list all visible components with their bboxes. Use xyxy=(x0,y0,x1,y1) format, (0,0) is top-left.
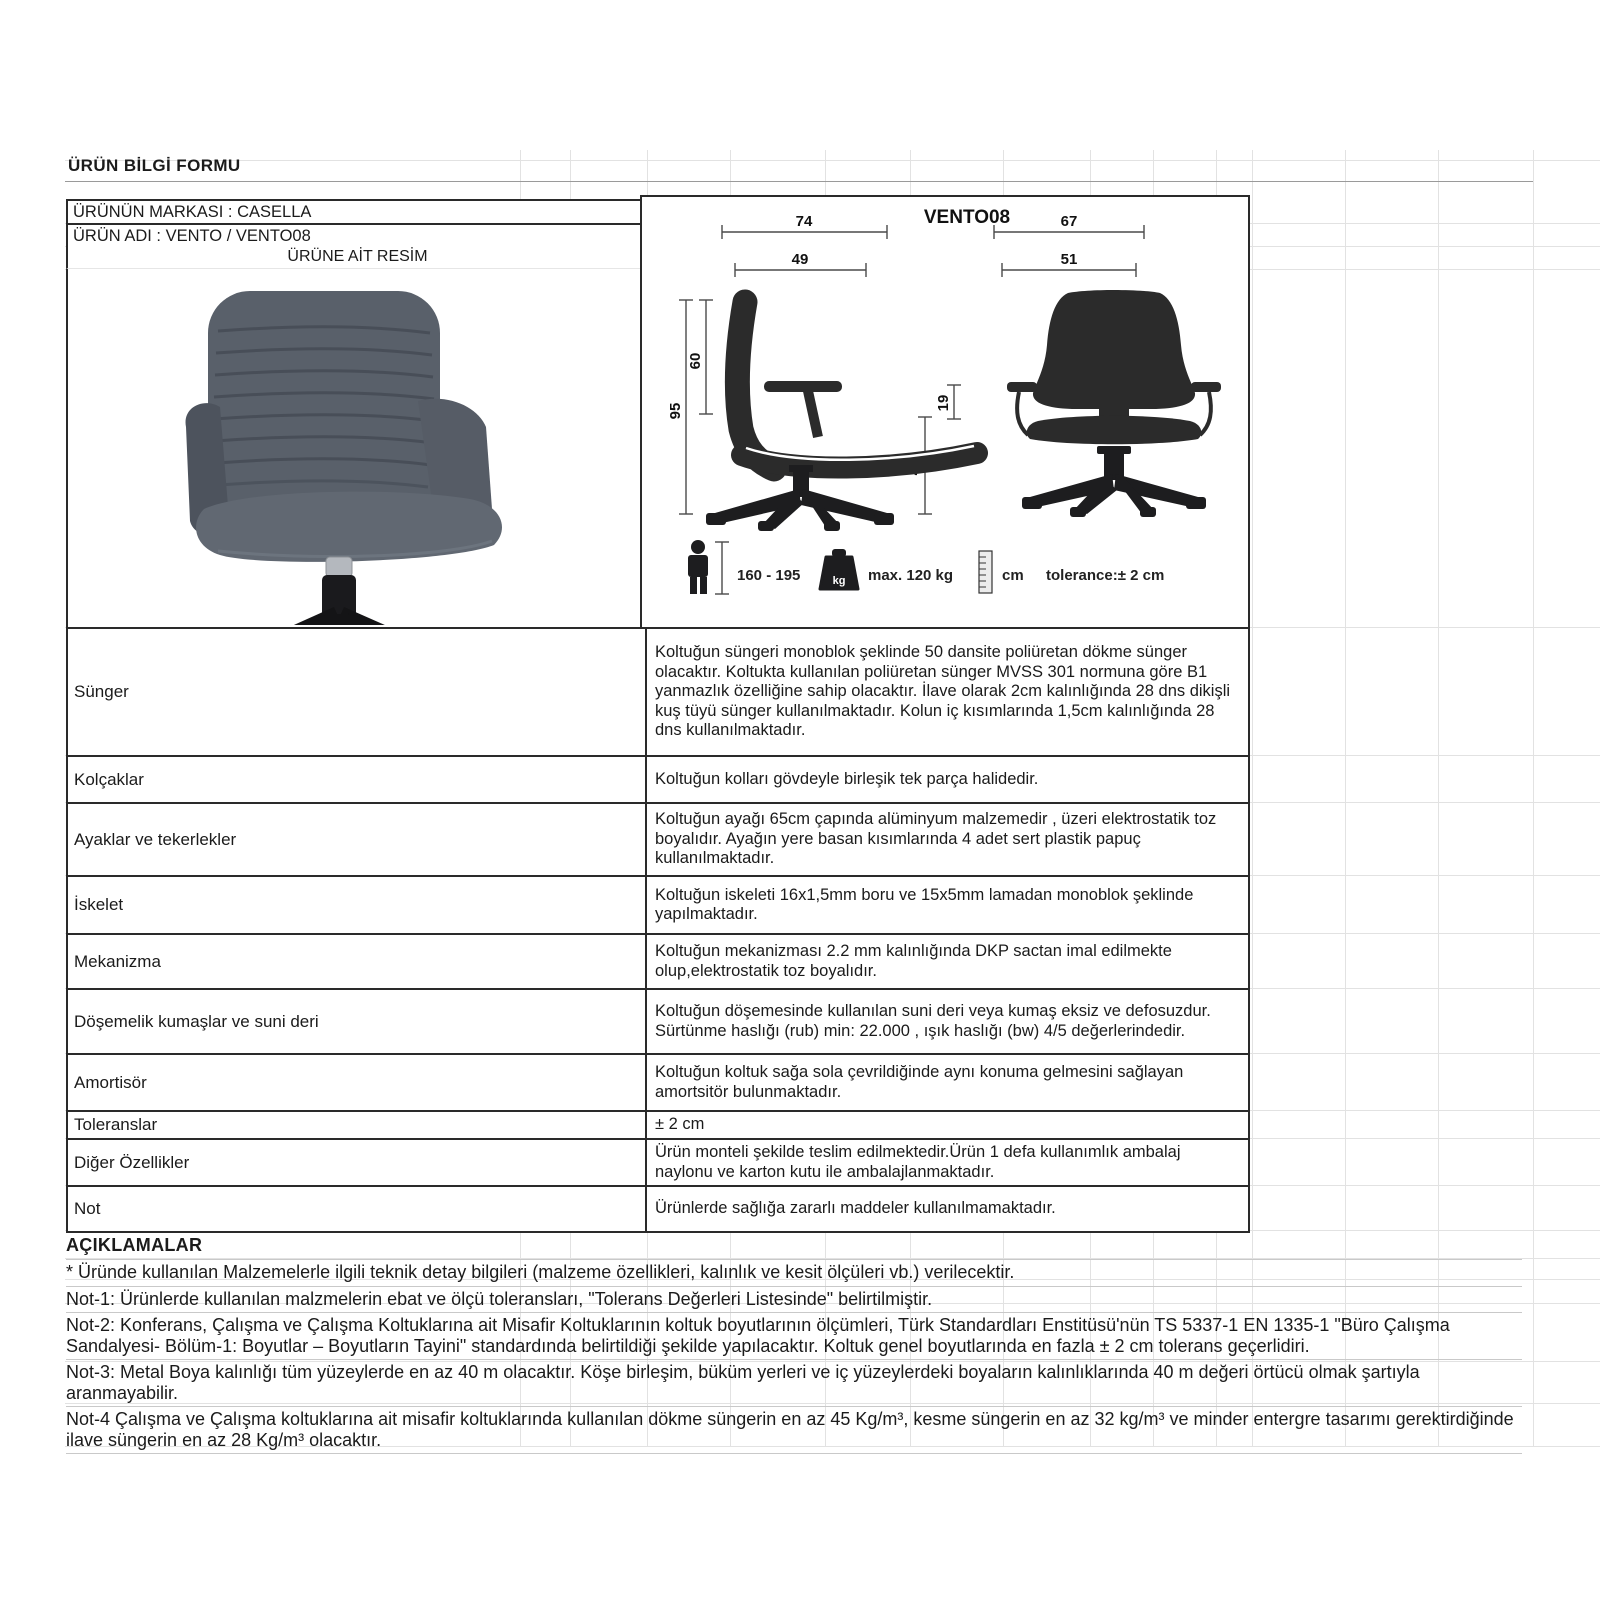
title-underline xyxy=(65,181,1533,182)
note-asterisk: * Üründe kullanılan Malzemelerle ilgili teknik detay bilgileri (malzeme özellikleri, kalınlık ve kesit ölçüleri vb.) verilecektir. xyxy=(66,1260,1522,1287)
spec-label-dosemelik: Döşemelik kumaşlar ve suni deri xyxy=(68,990,647,1053)
spec-label-amortisor: Amortisör xyxy=(68,1055,647,1110)
spec-desc-not: Ürünlerde sağlığa zararlı maddeler kullanılmamaktadır. xyxy=(655,1199,1056,1218)
max-weight-label: max. 120 kg xyxy=(868,567,954,584)
chair-front-view xyxy=(1007,290,1221,517)
spec-table xyxy=(66,627,1250,1233)
drawing-model-label: VENTO08 xyxy=(923,207,1011,228)
spec-desc-iskelet: Koltuğun iskeleti 16x1,5mm boru ve 15x5mm lamadan monoblok şeklinde yapılmaktadır. xyxy=(655,885,1194,923)
table-row xyxy=(68,990,1248,1055)
table-row xyxy=(68,757,1248,804)
weight-icon xyxy=(820,549,858,589)
product-photo-cell xyxy=(66,269,649,627)
dim-side-overall-width: 74 xyxy=(795,213,813,230)
dim-front-overall-width: 67 xyxy=(1060,213,1078,230)
spec-label-iskelet: İskelet xyxy=(68,877,647,933)
person-height-line xyxy=(715,542,729,594)
technical-drawing xyxy=(642,197,1248,627)
spec-label-kolcaklar: Kolçaklar xyxy=(68,757,647,802)
spec-desc-dosemelik: Koltuğun döşemesinde kullanılan suni deri veya kumaş eksiz ve defosuzdur. Sürtünme haslığı (rub) min: 22.000 , ışık haslığı (bw) 4/5 değerlerindedir. xyxy=(655,1002,1211,1040)
dim-side-seat-depth: 49 xyxy=(791,251,809,268)
spec-label-sunger: Sünger xyxy=(68,629,647,755)
note-4: Not-4 Çalışma ve Çalışma koltuklarına ait misafir koltuklarında kullanılan dökme süngerin en az 45 Kg/m³, kesme süngerin en az 32 kg/m³ ve minder entergre tasarımı gerektirdiğinde ilave süngerin en az 28 Kg/m³ olacaktır. xyxy=(66,1407,1522,1454)
table-row xyxy=(68,935,1248,990)
notes-section xyxy=(66,1233,1522,1454)
note-2: Not-2: Konferans, Çalışma ve Çalışma Koltuklarına ait Misafir Koltuklarının koltuk boyutlarının ölçümleri, Türk Standardları Enstitüsü'nün TS 5337-1 EN 1335-1 "Büro Çalışma Sandalyesi- Bölüm-1: Boyutlar – Boyutların Tayini" standardında belirtildiği şekilde yapılacaktır. Koltuk genel boyutlarında en fazla ± 2 cm tolerans geçerlidiri. xyxy=(66,1313,1522,1360)
table-row xyxy=(68,1187,1248,1231)
person-icon xyxy=(688,540,708,594)
dim-back-height: 60 xyxy=(687,352,704,370)
spec-label-ayaklar: Ayaklar ve tekerlekler xyxy=(68,804,647,875)
dim-seat-height: 44 xyxy=(906,458,923,476)
page-title: ÜRÜN BİLGİ FORMU xyxy=(68,156,241,175)
spec-label-toleranslar: Toleranslar xyxy=(68,1112,647,1138)
dim-lines-horizontal xyxy=(722,225,1144,277)
spec-label-mekanizma: Mekanizma xyxy=(68,935,647,988)
table-row xyxy=(68,629,1248,757)
ruler-icon xyxy=(979,551,992,593)
tolerance-label: tolerance:± 2 cm xyxy=(1046,567,1165,584)
image-caption: ÜRÜNE AİT RESİM xyxy=(66,246,649,269)
spec-desc-sunger: Koltuğun süngeri monoblok şeklinde 50 dansite poliüretan dökme sünger olacaktır. Koltukta kullanılan poliüretan sünger MVSS 301 normuna göre B1 yanmazlık özelliğine sahip olacaktır. İlave olarak 2cm kalınlığında 28 dns dikişli kuş tüyü sünger kullanılmaktadır. Kolun iç kısımlarında 1,5cm kalınlığında 28 dns kullanılmaktadır. xyxy=(655,643,1231,740)
dim-lines-vertical xyxy=(679,300,961,514)
spec-desc-ayaklar: Koltuğun ayağı 65cm çapında alüminyum malzemedir , üzeri elektrostatik toz boyalıdır. Ayağın yere basan kısımlarında 4 adet sert plastik papuç kullanılmaktadır. xyxy=(655,810,1217,868)
grid-column-line xyxy=(1533,150,1534,1447)
spec-label-diger: Diğer Özellikler xyxy=(68,1140,647,1185)
brand-row: ÜRÜNÜN MARKASI : CASELLA xyxy=(68,201,647,225)
grid-row-line xyxy=(65,160,1600,161)
chair-gas-cylinder xyxy=(326,557,352,577)
person-range-label: 160 - 195 xyxy=(737,567,801,584)
notes-title: AÇIKLAMALAR xyxy=(66,1233,1522,1260)
spec-desc-kolcaklar: Koltuğun kolları gövdeyle birleşik tek parça halidedir. xyxy=(655,769,1039,788)
weight-unit-label: kg xyxy=(832,575,846,587)
product-id-box xyxy=(66,199,649,249)
table-row xyxy=(68,1112,1248,1140)
product-name-row: ÜRÜN ADI : VENTO / VENTO08 xyxy=(68,225,647,247)
table-row xyxy=(68,1140,1248,1187)
dim-arm-height: 19 xyxy=(935,394,952,412)
product-photo-chair xyxy=(68,269,647,625)
ruler-unit-label: cm xyxy=(1002,567,1024,584)
legend xyxy=(688,540,1164,594)
table-row xyxy=(68,877,1248,935)
spec-desc-amortisor: Koltuğun koltuk sağa sola çevrildiğinde aynı konuma gelmesini sağlayan amortsitör bulunmaktadır. xyxy=(655,1063,1184,1101)
technical-drawing-box xyxy=(640,195,1250,629)
chair-side-view xyxy=(706,302,977,531)
chair-seat xyxy=(196,492,502,562)
note-1: Not-1: Ürünlerde kullanılan malzmelerin ebat ve ölçü toleransları, "Tolerans Değerleri Listesinde" belirtilmiştir. xyxy=(66,1287,1522,1314)
chair-backrest xyxy=(208,291,440,511)
spec-desc-toleranslar: ± 2 cm xyxy=(655,1115,705,1134)
spec-desc-mekanizma: Koltuğun mekanizması 2.2 mm kalınlığında DKP sactan imal edilmekte olup,elektrostatik toz boyalıdır. xyxy=(655,942,1172,980)
table-row xyxy=(68,1055,1248,1112)
dim-front-seat-width: 51 xyxy=(1060,251,1078,268)
spec-label-not: Not xyxy=(68,1187,647,1231)
table-row xyxy=(68,804,1248,877)
spec-desc-diger: Ürün monteli şekilde teslim edilmektedir.Ürün 1 defa kullanımlık ambalaj naylonu ve karton kutu ile ambalajlanmaktadır. xyxy=(655,1143,1181,1181)
note-3: Not-3: Metal Boya kalınlığı tüm yüzeylerde en az 40 m olacaktır. Köşe birleşim, büküm yerleri ve iç yüzeylerdeki boyaların kalınlıklarında 40 m değeri örtücü olmak şartıyla aranmayabilir. xyxy=(66,1360,1522,1407)
dim-overall-height: 95 xyxy=(667,402,684,420)
